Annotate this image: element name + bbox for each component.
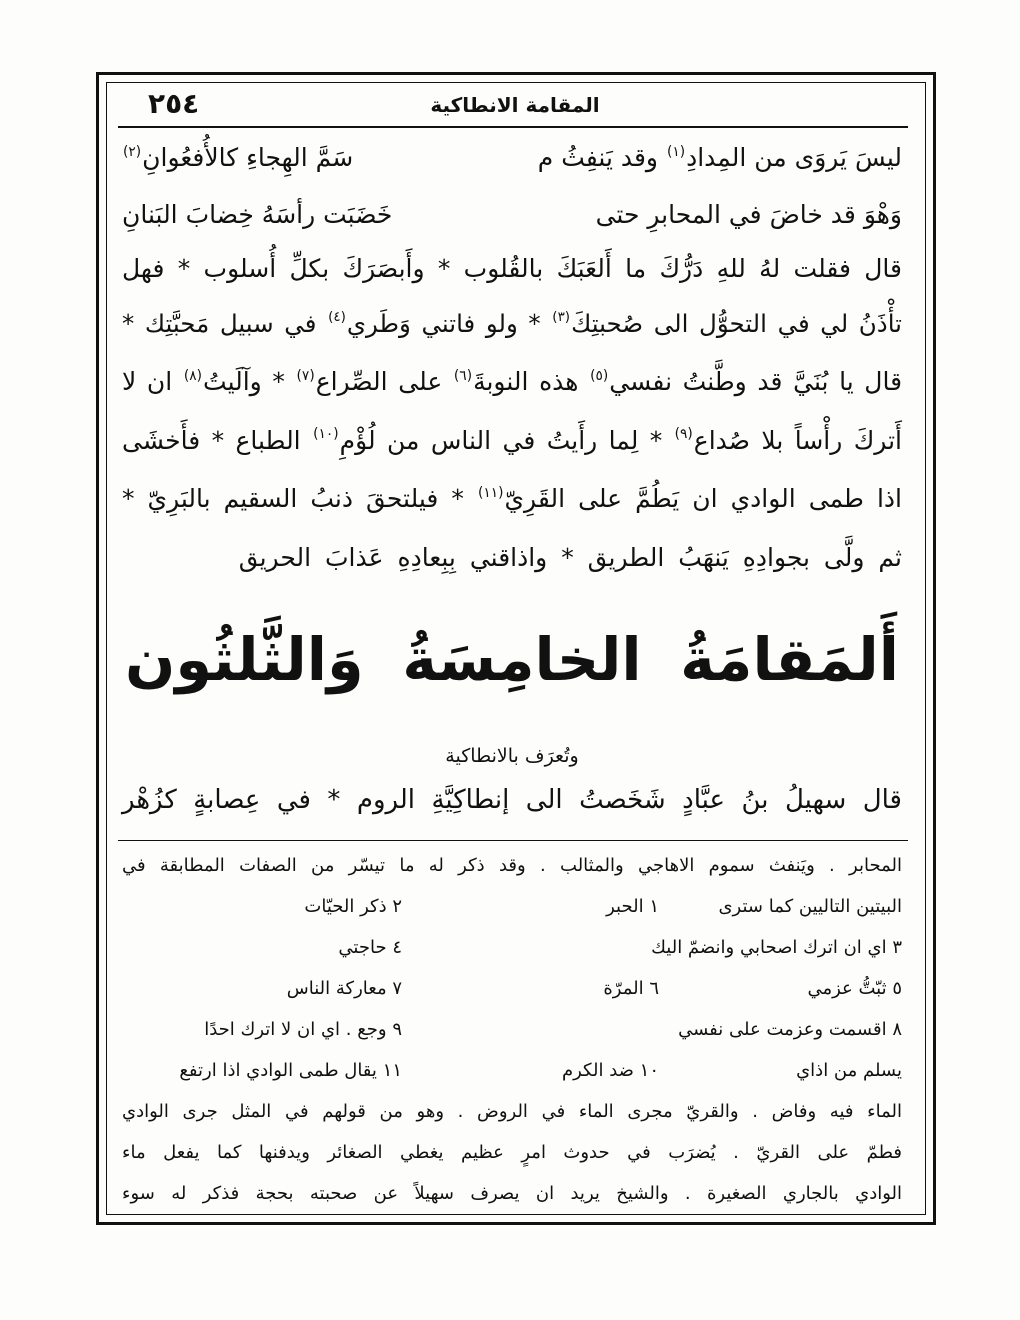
footnote-marker: (١١) [477, 484, 504, 501]
footnote-cell: ٢ ذكر الحيّات [304, 896, 402, 917]
verse-line [122, 133, 902, 188]
footnote-line: فطمّ على القريّ . يُضرَب في حدوث امرٍ عظيم يغطي الصغائر ويدفنها كما يفعل ماء [122, 1142, 902, 1163]
hemistich-first [538, 131, 902, 190]
footnote-marker: (٣) [552, 309, 571, 326]
footnote-cell: ٣ اي ان اترك اصحابي وانضمّ اليك [651, 937, 902, 958]
opening-line: قال سهيلُ بنُ عبَّادٍ شَخَصتُ الى إنطاكِيَّةِ الروم * في عِصابةٍ كزُهْر [122, 785, 902, 815]
text-run: على الصِّراع [315, 367, 443, 396]
footnote-cell: ٦ المرّة [603, 978, 659, 999]
text-run: ثم ولَّى بجوادِهِ يَنهَبُ الطريق * واذاقني بِبِعادِهِ عَذابَ الحريق [238, 542, 902, 572]
footnote-cell: ٤ حاجتي [338, 937, 402, 958]
footnote-cell: ٧ معاركة الناس [286, 978, 402, 999]
main-text [122, 133, 902, 585]
footnote-row [122, 968, 902, 1009]
footnote-cell: البيتين التاليين كما سترى [718, 896, 902, 917]
text-run: * ولو فاتني وَطَري [346, 308, 541, 338]
footnote-row [122, 1050, 902, 1091]
text-run: وَهْوَ قد خاضَ في المحابرِ حتى [595, 199, 902, 229]
hemistich-first [596, 188, 902, 243]
footnote-marker: (٦) [453, 367, 473, 384]
footnote-marker: (٩) [674, 426, 693, 443]
footnote-line: المحابر . ويَنفث سموم الاهاجي والمثالب . وقد ذكر له ما تيسّر من الصفات المطابقة في [122, 855, 902, 876]
footnote-marker: (٨) [183, 367, 203, 384]
text-run: ان لا [122, 367, 173, 396]
footnote-marker: (٤) [328, 309, 346, 326]
text-run: * لِما رأَيتُ في الناس من لُؤْمِ [339, 425, 663, 455]
footnote-cell: ١ الحبر [606, 896, 659, 917]
header-rule [118, 126, 908, 128]
prose-line [122, 472, 902, 531]
footnote-cell: ٩ وجع . اي ان لا اترك احدًا [204, 1019, 402, 1040]
footnote-cell: ١٠ ضد الكرم [561, 1060, 659, 1081]
running-title: المقامة الانطاكية [430, 93, 600, 117]
maqama-title: أَلمَقامَةُ الخامِسَةُ وَالثَّلثُون [125, 625, 899, 694]
text-run: هذه النوبةَ [473, 367, 579, 396]
footnote-separator [118, 840, 908, 841]
footnote-row [122, 1009, 902, 1050]
text-run: أَتركَ رأْساً بلا صُداع [693, 425, 903, 455]
prose-line [122, 531, 902, 586]
text-run: الطباع * فأَخشَى [122, 425, 301, 455]
prose-line [122, 355, 902, 414]
text-run: ليسَ يَروَى من المِدادِ [686, 143, 902, 172]
hemistich-second [122, 188, 392, 243]
footnotes [122, 845, 902, 1214]
text-run: تأْذَنُ لي في التحوُّل الى صُحبتِكَ [571, 308, 902, 338]
hemistich-second [122, 131, 353, 190]
footnote-cell: يسلم من اذاي [796, 1060, 902, 1081]
text-run: وقد يَنفِثُ م [537, 143, 658, 172]
maqama-subtitle: وتُعرَف بالانطاكية [445, 745, 579, 767]
footnote-cell: ٥ ثبّتُّ عزمي [807, 978, 902, 999]
footnote-cell: ١١ يقال طمى الوادي اذا ارتفع [179, 1060, 402, 1081]
text-run: * فيلتحقَ ذنبُ السقيم بالبَرِيّ * [122, 484, 464, 513]
text-run: سَمَّ الهِجاءِ كالأُفعُوانِ [142, 143, 354, 172]
footnote-line: الماء فيه وفاض . والقريّ مجرى الماء في الروض . وهو من قولهم في المثل جرى الوادي [122, 1101, 902, 1122]
footnote-marker: (٢) [123, 143, 142, 160]
text-run: في سبيل مَحبَّتِك * [122, 308, 317, 338]
page-number: ٢٥٤ [148, 87, 200, 120]
prose-line [122, 242, 902, 297]
footnote-cell: ٨ اقسمت وعزمت على نفسي [678, 1019, 902, 1040]
text-run: اذا طمى الوادي ان يَطُمَّ على القَرِيّ [504, 484, 903, 513]
text-run: خَضَبَت رأسَهُ خِضابَ البَنانِ [122, 199, 393, 229]
prose-line [122, 414, 902, 473]
verse-line [122, 188, 902, 243]
footnote-marker: (٧) [296, 367, 315, 384]
footnote-row [122, 886, 902, 927]
text-run: * وآلَيتُ [203, 367, 285, 396]
footnote-marker: (١٠) [313, 426, 339, 443]
footnote-line: الوادي بالجاري الصغيرة . والشيخ يريد ان يصرف سهيلاً عن صحبته بحجة فذكر له سوء [122, 1183, 902, 1204]
prose-line [122, 297, 902, 356]
footnote-marker: (٥) [590, 367, 609, 384]
footnote-marker: (١) [666, 143, 686, 160]
footnote-row [122, 927, 902, 968]
text-run: قال يا بُنَيَّ قد وطَّنتُ نفسي [609, 367, 903, 396]
text-run: قال فقلت لهُ للهِ دَرُّكَ ما أَلعَبَكَ بالقُلوب * وأَبصَرَكَ بكلِّ أُسلوب * فهل [122, 254, 902, 283]
